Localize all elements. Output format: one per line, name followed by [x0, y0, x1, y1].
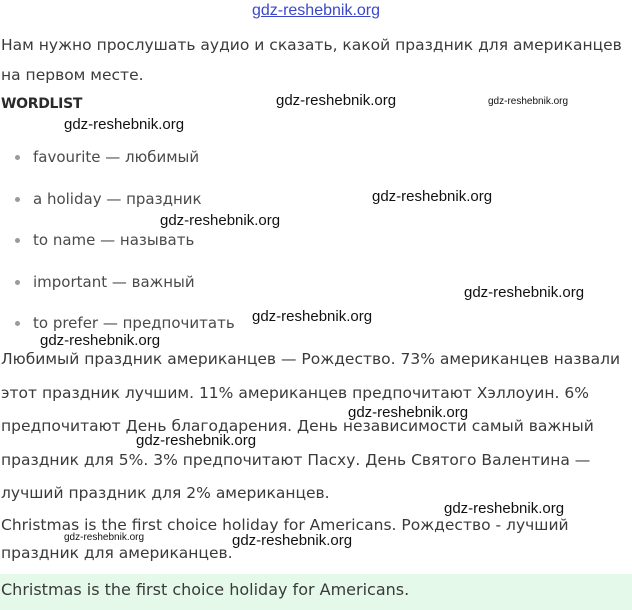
watermark: gdz-reshebnik.org — [160, 212, 281, 229]
watermark: gdz-reshebnik.org — [252, 308, 373, 325]
wordlist-heading: WORDLIST — [1, 96, 83, 112]
wordlist-item — [0, 271, 235, 313]
answer-box — [0, 574, 632, 610]
russian-translation: Любимый праздник американцев — Рождество. 73% американцев назвали этот праздник лучшим. 11% американцев предпочитают Хэллоуин. 6% предпочитают День благодарения. День независимости самый важный праздник для 5%. 3% предпочитают Пасху. День Святого Валентина — лучший праздник для 2% американцев. — [1, 350, 621, 503]
wordlist-item-text: important — важный — [33, 272, 195, 291]
watermark: gdz-reshebnik.org — [136, 432, 257, 449]
bullet-icon — [15, 197, 20, 202]
watermark: gdz-reshebnik.org — [40, 332, 161, 349]
bullet-icon — [15, 321, 20, 326]
watermark: gdz-reshebnik.org — [64, 532, 145, 543]
bullet-icon — [15, 280, 20, 285]
bullet-icon — [15, 155, 20, 160]
wordlist-item-text: to prefer — предпочитать — [33, 314, 235, 333]
wordlist-item — [0, 146, 235, 188]
wordlist-item-text: favourite — любимый — [33, 148, 200, 166]
wordlist-item — [0, 229, 235, 271]
watermark: gdz-reshebnik.org — [348, 404, 469, 421]
wordlist-item-text: a holiday — праздник — [33, 189, 202, 208]
task-description: Нам нужно прослушать аудио и сказать, какой праздник для американцев на первом месте. — [1, 36, 622, 84]
watermark: gdz-reshebnik.org — [464, 284, 585, 301]
bullet-icon — [15, 238, 20, 243]
watermark: gdz-reshebnik.org — [276, 92, 397, 109]
watermark: gdz-reshebnik.org — [488, 96, 569, 107]
answer-text: Christmas is the first choice holiday for Americans. Рождество - лучший праздник для американцев. — [1, 516, 569, 562]
watermark: gdz-reshebnik.org — [64, 116, 185, 133]
watermark: gdz-reshebnik.org — [444, 500, 565, 517]
answer-box-text: Christmas is the first choice holiday for Americans. — [1, 580, 410, 599]
wordlist — [0, 146, 235, 354]
site-watermark-link[interactable]: gdz-reshebnik.org — [251, 2, 381, 19]
wordlist-item-text: to name — называть — [33, 231, 195, 250]
watermark: gdz-reshebnik.org — [232, 532, 353, 549]
watermark: gdz-reshebnik.org — [372, 188, 493, 205]
